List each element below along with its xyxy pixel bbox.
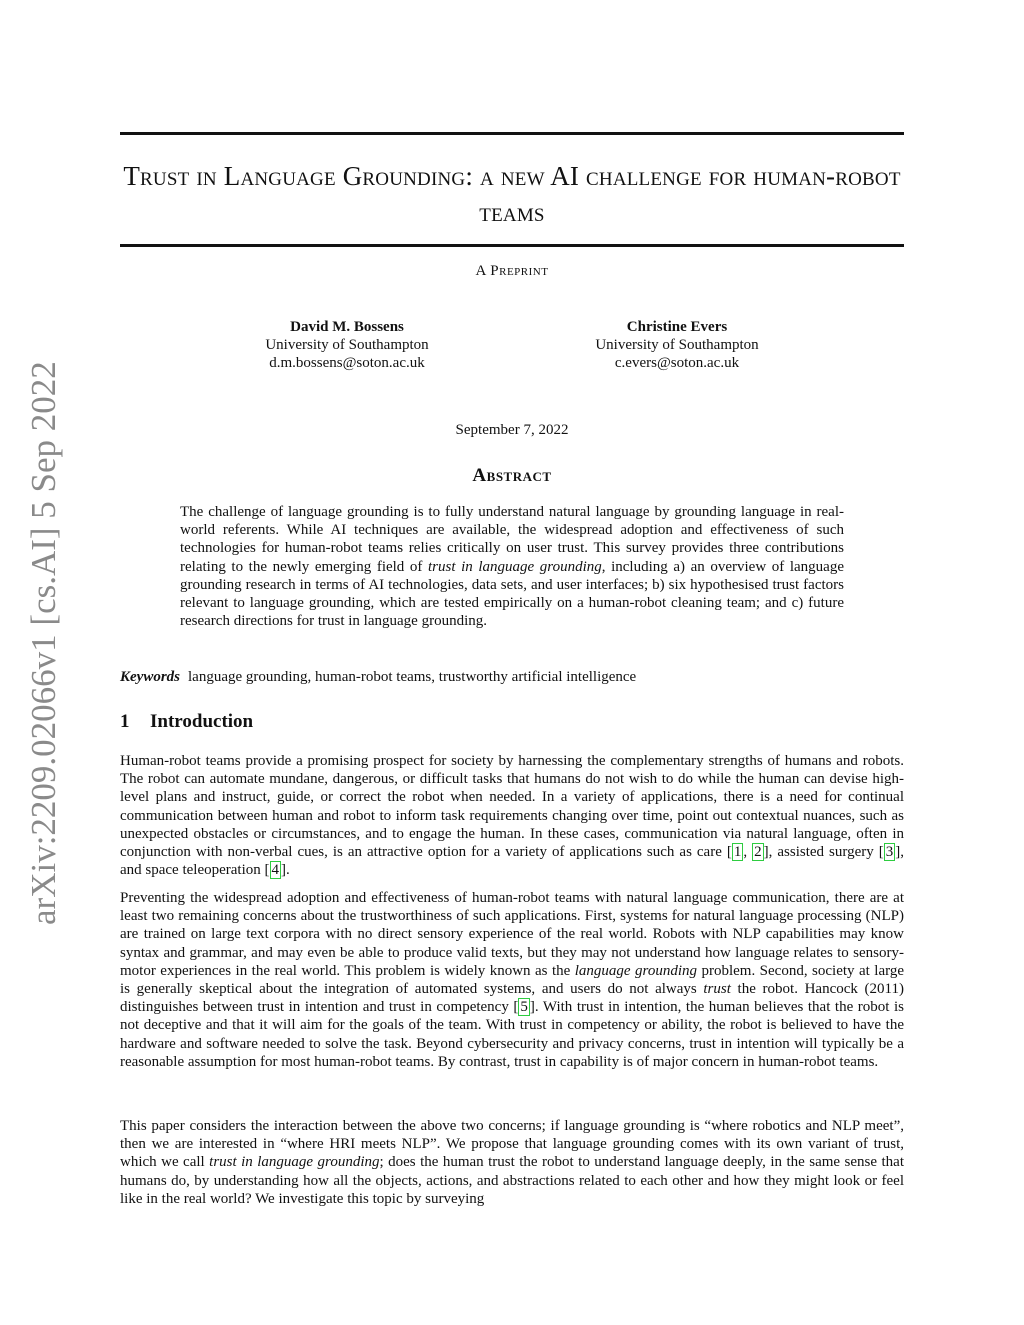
title-rule-bottom	[120, 244, 904, 247]
section-number: 1	[120, 711, 130, 732]
section-title: Introduction	[150, 711, 254, 732]
author-affiliation: University of Southampton	[595, 337, 759, 353]
citation-link[interactable]: 4	[271, 862, 280, 879]
publication-date: September 7, 2022	[455, 422, 569, 438]
author-email[interactable]: c.evers@soton.ac.uk	[614, 355, 740, 371]
arxiv-stamp: arXiv:2209.02066v1 [cs.AI] 5 Sep 2022	[24, 361, 63, 925]
title-rule-top	[120, 132, 904, 135]
author-name: Christine Evers	[626, 319, 728, 335]
intro-paragraph: Human-robot teams provide a promising prospect for society by harnessing the complementary strengths of humans and robots. The robot can automate mundane, dangerous, or difficult tasks that humans do not wish to do while the human can devise high-level plans and instruct, guide, or correct the robot when needed. In a variety of applications, there is a need for continual communication between human and robot to inform task requirements changing over time, point out contextual nuances, such as unexpected obstacles or circumstances, and to engage the human. In these cases, communication via natural language, often in conjunction with non-verbal cues, is an attractive option for a variety of applications such as care [ 1 , 2 ], assisted surgery [ 3 ], and space teleoperation [ 4 ].	[120, 753, 904, 879]
citation-link[interactable]: 1	[733, 844, 742, 861]
author-block	[217, 318, 477, 372]
citation-link[interactable]: 5	[520, 999, 528, 1016]
citation-link[interactable]: 3	[885, 844, 894, 861]
author-name: David M. Bossens	[290, 319, 404, 335]
abstract-text: The challenge of language grounding is to fully understand natural language by grounding language in real-world referents. While AI techniques are available, the widespread adoption and effectiveness of such technologies for human-robot teams relies critically on user trust. This survey provides three contributions relating to the newly emerging field of trust in language grounding, including a) an overview of language grounding research in terms of AI technologies, data sets, and user interfaces; b) six hypothesised trust factors relevant to language grounding, which are tested empirically on a human-robot cleaning team; and c) future research directions for trust in language grounding.	[180, 504, 844, 630]
keywords-label: Keywords	[120, 669, 180, 685]
citation-link[interactable]: 2	[754, 844, 762, 861]
paper-title: Trust in Language Grounding: a new AI challenge for human-robot teams	[123, 161, 901, 227]
preprint-label: A Preprint	[475, 263, 549, 279]
abstract-heading: Abstract	[472, 465, 552, 486]
author-block	[547, 318, 807, 372]
section-heading-introduction	[120, 711, 904, 733]
keywords	[120, 668, 904, 686]
abstract-emphasis: trust in language grounding	[428, 558, 602, 575]
intro-paragraph: This paper considers the interaction between the above two concerns; if language grounding is “where robotics and NLP meet”, then we are interested in “where HRI meets NLP”. We propose that language grounding comes with its own variant of trust, which we call trust in language grounding; does the human trust the robot to understand language deeply, in the same sense that humans do, by understanding how all the objects, actions, and abstractions related to each other and how they might look or feel like in the real world? We investigate this topic by surveying	[120, 1118, 904, 1207]
intro-paragraph: Preventing the widespread adoption and effectiveness of human-robot teams with natural language communication, there are at least two remaining concerns about the trustworthiness of such applications. First, systems for natural language processing (NLP) are trained on large text corpora with no direct sensory experience of the real world. Robots with NLP capabilities may know syntax and grammar, and may even be able to produce valid texts, but they may not understand how language relates to sensory-motor experiences in the real world. This problem is widely known as the language grounding problem. Second, society at large is generally skeptical about the integration of automated systems, and users do not always trust the robot. Hancock (2011) distinguishes between trust in intention and trust in competency [ 5 ]. With trust in intention, the human believes that the robot is not deceptive and that it will aim for the goals of the team. With trust in competency or ability, the robot is believed to have the hardware and software needed to solve the task. Beyond cybersecurity and privacy concerns, trust in intention will typically be a reasonable assumption for most human-robot teams. By contrast, trust in capability is of major concern in human-robot teams.	[120, 890, 905, 1070]
keywords-text: language grounding, human-robot teams, trustworthy artificial intelligence	[188, 669, 637, 685]
author-email[interactable]: d.m.bossens@soton.ac.uk	[269, 355, 425, 371]
author-affiliation: University of Southampton	[265, 337, 429, 353]
